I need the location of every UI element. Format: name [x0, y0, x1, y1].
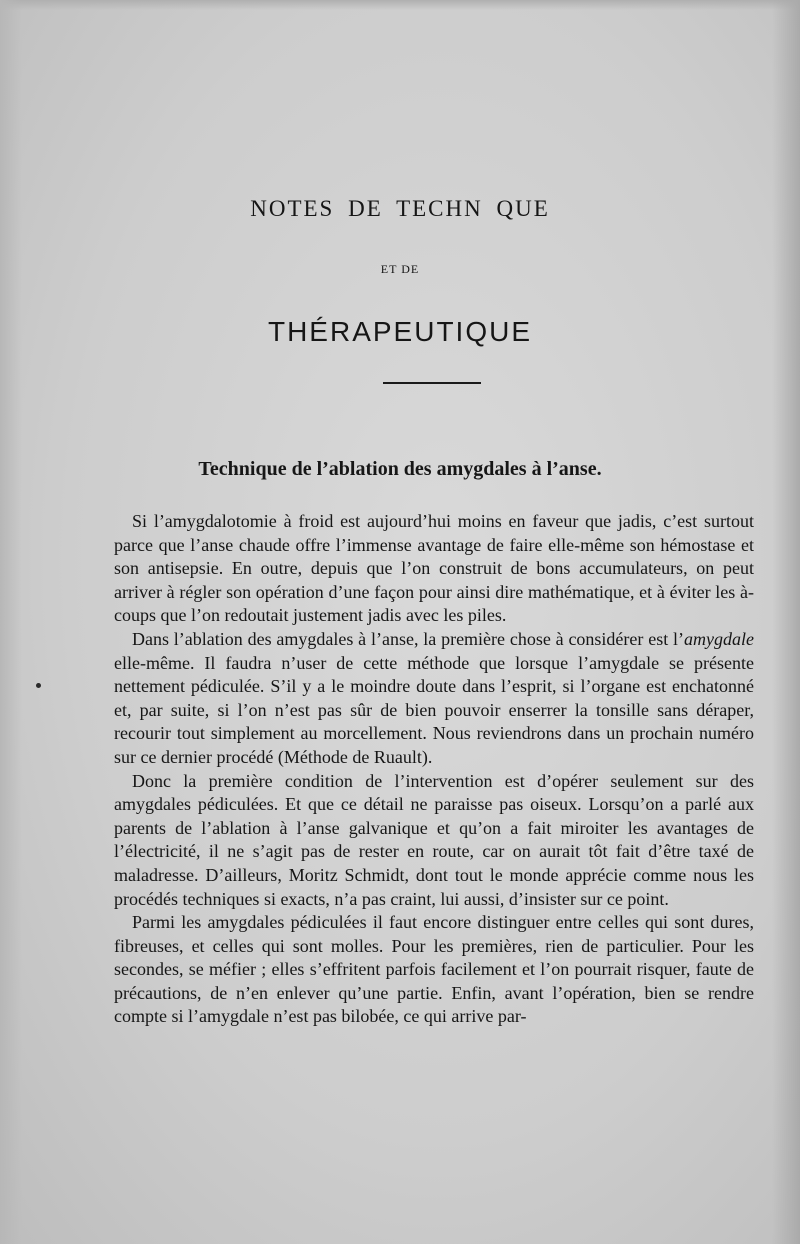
paragraph-2-end: elle-même. Il faudra n’user de cette méthode que lorsque l’amygdale se présente nettement pédiculée. S’il y a le moindre doute dans l’esprit, si l’organe est enchatonné et, par suite, si l’on n’est pas sûr de bien pouvoir enserrer la tonsille sans déraper, recourir tout simplement au morcellement. Nous reviendrons dans un prochain numéro sur ce dernier procédé (Méthode de Ruault). — [114, 652, 754, 767]
paragraph-2 — [114, 628, 754, 770]
margin-dot — [36, 683, 41, 688]
section-subheading: THÉRAPEUTIQUE — [267, 316, 533, 347]
page-left-shadow — [0, 0, 22, 1244]
page-top-shadow — [0, 0, 800, 10]
section-heading: NOTES DE TECHN QUE — [250, 196, 550, 221]
heading-divider — [383, 382, 481, 384]
paragraph-2-start: Dans l’ablation des amygdales à l’anse, la première chose à considérer est l’ — [132, 628, 685, 649]
article-body — [114, 510, 754, 1029]
article-title: Technique de l’ablation des amygdales à l’anse. — [198, 458, 602, 480]
page-right-shadow — [772, 0, 800, 1244]
paragraph-1: Si l’amygdalotomie à froid est aujourd’hui moins en faveur que jadis, c’est surtout parce que l’anse chaude offre l’immense avantage de faire elle-même son hémostase et son antisepsie. En outre, depuis que l’on construit de bons accumulateurs, on peut arriver à régler son opération d’une façon pour ainsi dire mathématique, et à éviter les à-coups que l’on redoutait justement jadis avec les piles. — [114, 511, 754, 626]
paragraph-2-italic: amygdale — [684, 628, 754, 649]
section-heading-connector: ET DE — [380, 262, 420, 276]
paragraph-4: Parmi les amygdales pédiculées il faut encore distinguer entre celles qui sont dures, fibreuses, et celles qui sont molles. Pour les premières, rien de particulier. Pour les secondes, se méfier ; elles s’effritent parfois facilement et l’on pourrait risquer, faute de précautions, de n’en enlever qu’une partie. Enfin, avant l’opération, bien se rendre compte si l’amygdale n’est pas bilobée, ce qui arrive par- — [114, 912, 754, 1027]
paragraph-3: Donc la première condition de l’intervention est d’opérer seulement sur des amygdales pédiculées. Et que ce détail ne paraisse pas oiseux. Lorsqu’on a parlé aux parents de l’ablation à l’anse galvanique et qu’on a fait miroiter les avantages de l’électricité, il ne s’agit pas de rester en route, car on aurait tôt fait d’être taxé de maladresse. D’ailleurs, Moritz Schmidt, dont tout le monde apprécie comme nous les procédés techniques si exacts, n’a pas craint, lui aussi, d’insister sur ce point. — [114, 770, 754, 909]
